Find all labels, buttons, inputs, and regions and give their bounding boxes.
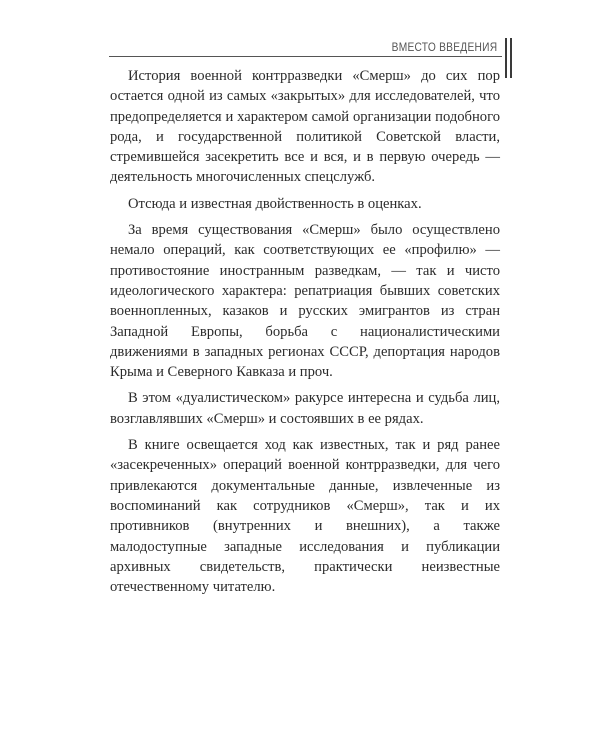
paragraph-4: В этом «дуалистическом» ракурсе интересна и судьба лиц, возглавлявших «Смерш» и состоявших в ее рядах. [110, 390, 500, 427]
paragraph-1: История военной контрразведки «Смерш» до сих пор остается одной из самых «закрытых» для исследователей, что предопределяется и характером самой организации подобного рода, и государственной политикой Советской власти, стремившейся засекретить все и вся, и в первую очередь — деятельность многочисленных спецслужб. [110, 68, 500, 186]
paragraph-2: Отсюда и известная двойственность в оценках. [128, 195, 422, 212]
header-rule [109, 56, 502, 57]
header-bar-right [510, 38, 512, 78]
paragraph-3: За время существования «Смерш» было осуществлено немало операций, как соответствующих ее «профилю» — противостояние иностранным разведкам, — так и чисто идеологического характера: репатриация бывших советских военнопленных, казаков и русских эмигрантов из стран Западной Европы, борьба с националистическими движениями в западных регионах СССР, депортация народов Крыма и Северного Кавказа и проч. [110, 222, 500, 381]
header-bar-left [505, 38, 507, 78]
paragraph-5: В книге освещается ход как известных, так и ряд ранее «засекреченных» операций военной контрразведки, для чего привлекаются документальные данные, извлеченные из воспоминаний как сотрудников «Смерш», так и их противников (внутренних и внешних), а также малодоступные западные исследования и публикации архивных свидетельств, практически неизвестные отечественному читателю. [110, 437, 500, 596]
body-text [110, 66, 500, 603]
section-title: ВМЕСТО ВВЕДЕНИЯ [391, 40, 497, 54]
